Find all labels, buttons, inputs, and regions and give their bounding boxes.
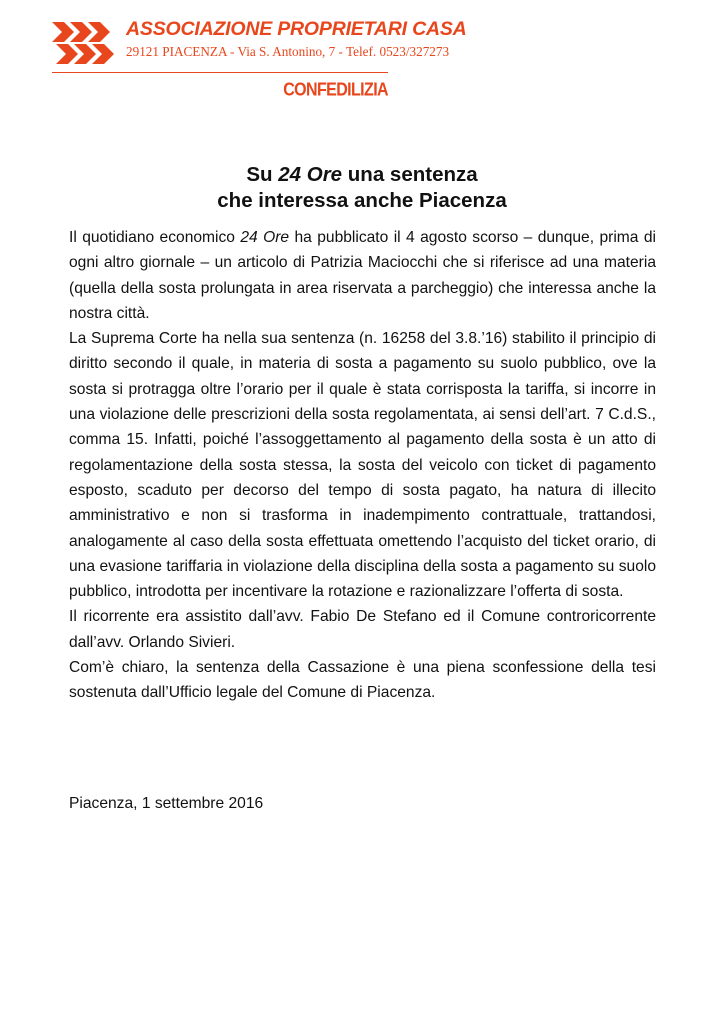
- document-title: [0, 162, 724, 214]
- title-line-1: [0, 162, 724, 188]
- article-body: [69, 225, 656, 706]
- paragraph-1-start: Il quotidiano economico: [69, 229, 241, 246]
- paragraph-3: Il ricorrente era assistito dall’avv. Fabio De Stefano ed il Comune controricorrente dall’avv. Orlando Sivieri.: [69, 608, 656, 651]
- title-newspaper: 24 Ore: [278, 163, 343, 186]
- house-arrows-logo-icon: [52, 16, 116, 70]
- title-line-2: che interessa anche Piacenza: [217, 189, 507, 212]
- signoff-date: Piacenza, 1 settembre 2016: [69, 795, 264, 812]
- letterhead-divider: [52, 72, 388, 73]
- paragraph-1: [69, 225, 656, 326]
- paragraph-4: Com’è chiaro, la sentenza della Cassazione è una piena sconfessione della tesi sostenuta dall’Ufficio legale del Comune di Piacenza.: [69, 659, 656, 702]
- confedilizia-logo: CONFEDILIZIA: [283, 80, 388, 101]
- title-prefix: Su: [246, 163, 279, 186]
- paragraph-1-rest: ha pubblicato il 4 agosto scorso – dunque, prima di ogni altro giornale – un articolo di Patrizia Maciocchi che si riferisce ad una materia (quella della sosta prolungata in area riservata a parcheggio) che interessa anche la nostra città.: [69, 229, 656, 322]
- letterhead: [52, 14, 467, 106]
- org-name: ASSOCIAZIONE PROPRIETARI CASA: [126, 18, 467, 40]
- title-suffix: una sentenza: [342, 163, 478, 186]
- paragraph-2: La Suprema Corte ha nella sua sentenza (n. 16258 del 3.8.’16) stabilito il principio di diritto secondo il quale, in materia di sosta a pagamento su suolo pubblico, ove la sosta si protragga oltre l’orario per il quale è stata corrisposta la tariffa, si incorre in una violazione delle prescrizioni della sosta regolamentata, ai sensi dell’art. 7 C.d.S., comma 15. Infatti, poiché l’assoggettamento al pagamento della sosta è un atto di regolamentazione della sosta stessa, la sosta del veicolo con ticket di pagamento esposto, scaduto per decorso del tempo di sosta pagato, ha natura di illecito amministrativo e non si trasforma in inadempimento contrattuale, trattandosi, analogamente al caso della sosta effettuata omettendo l’acquisto del ticket orario, di una evasione tariffaria in violazione della disciplina della sosta a pagamento su suolo pubblico, introdotta per incentivare la rotazione e razionalizzare l’offerta di sosta.: [69, 330, 656, 601]
- paragraph-1-newspaper: 24 Ore: [240, 229, 290, 246]
- org-address: 29121 PIACENZA - Via S. Antonino, 7 - Telef. 0523/327273: [126, 44, 450, 59]
